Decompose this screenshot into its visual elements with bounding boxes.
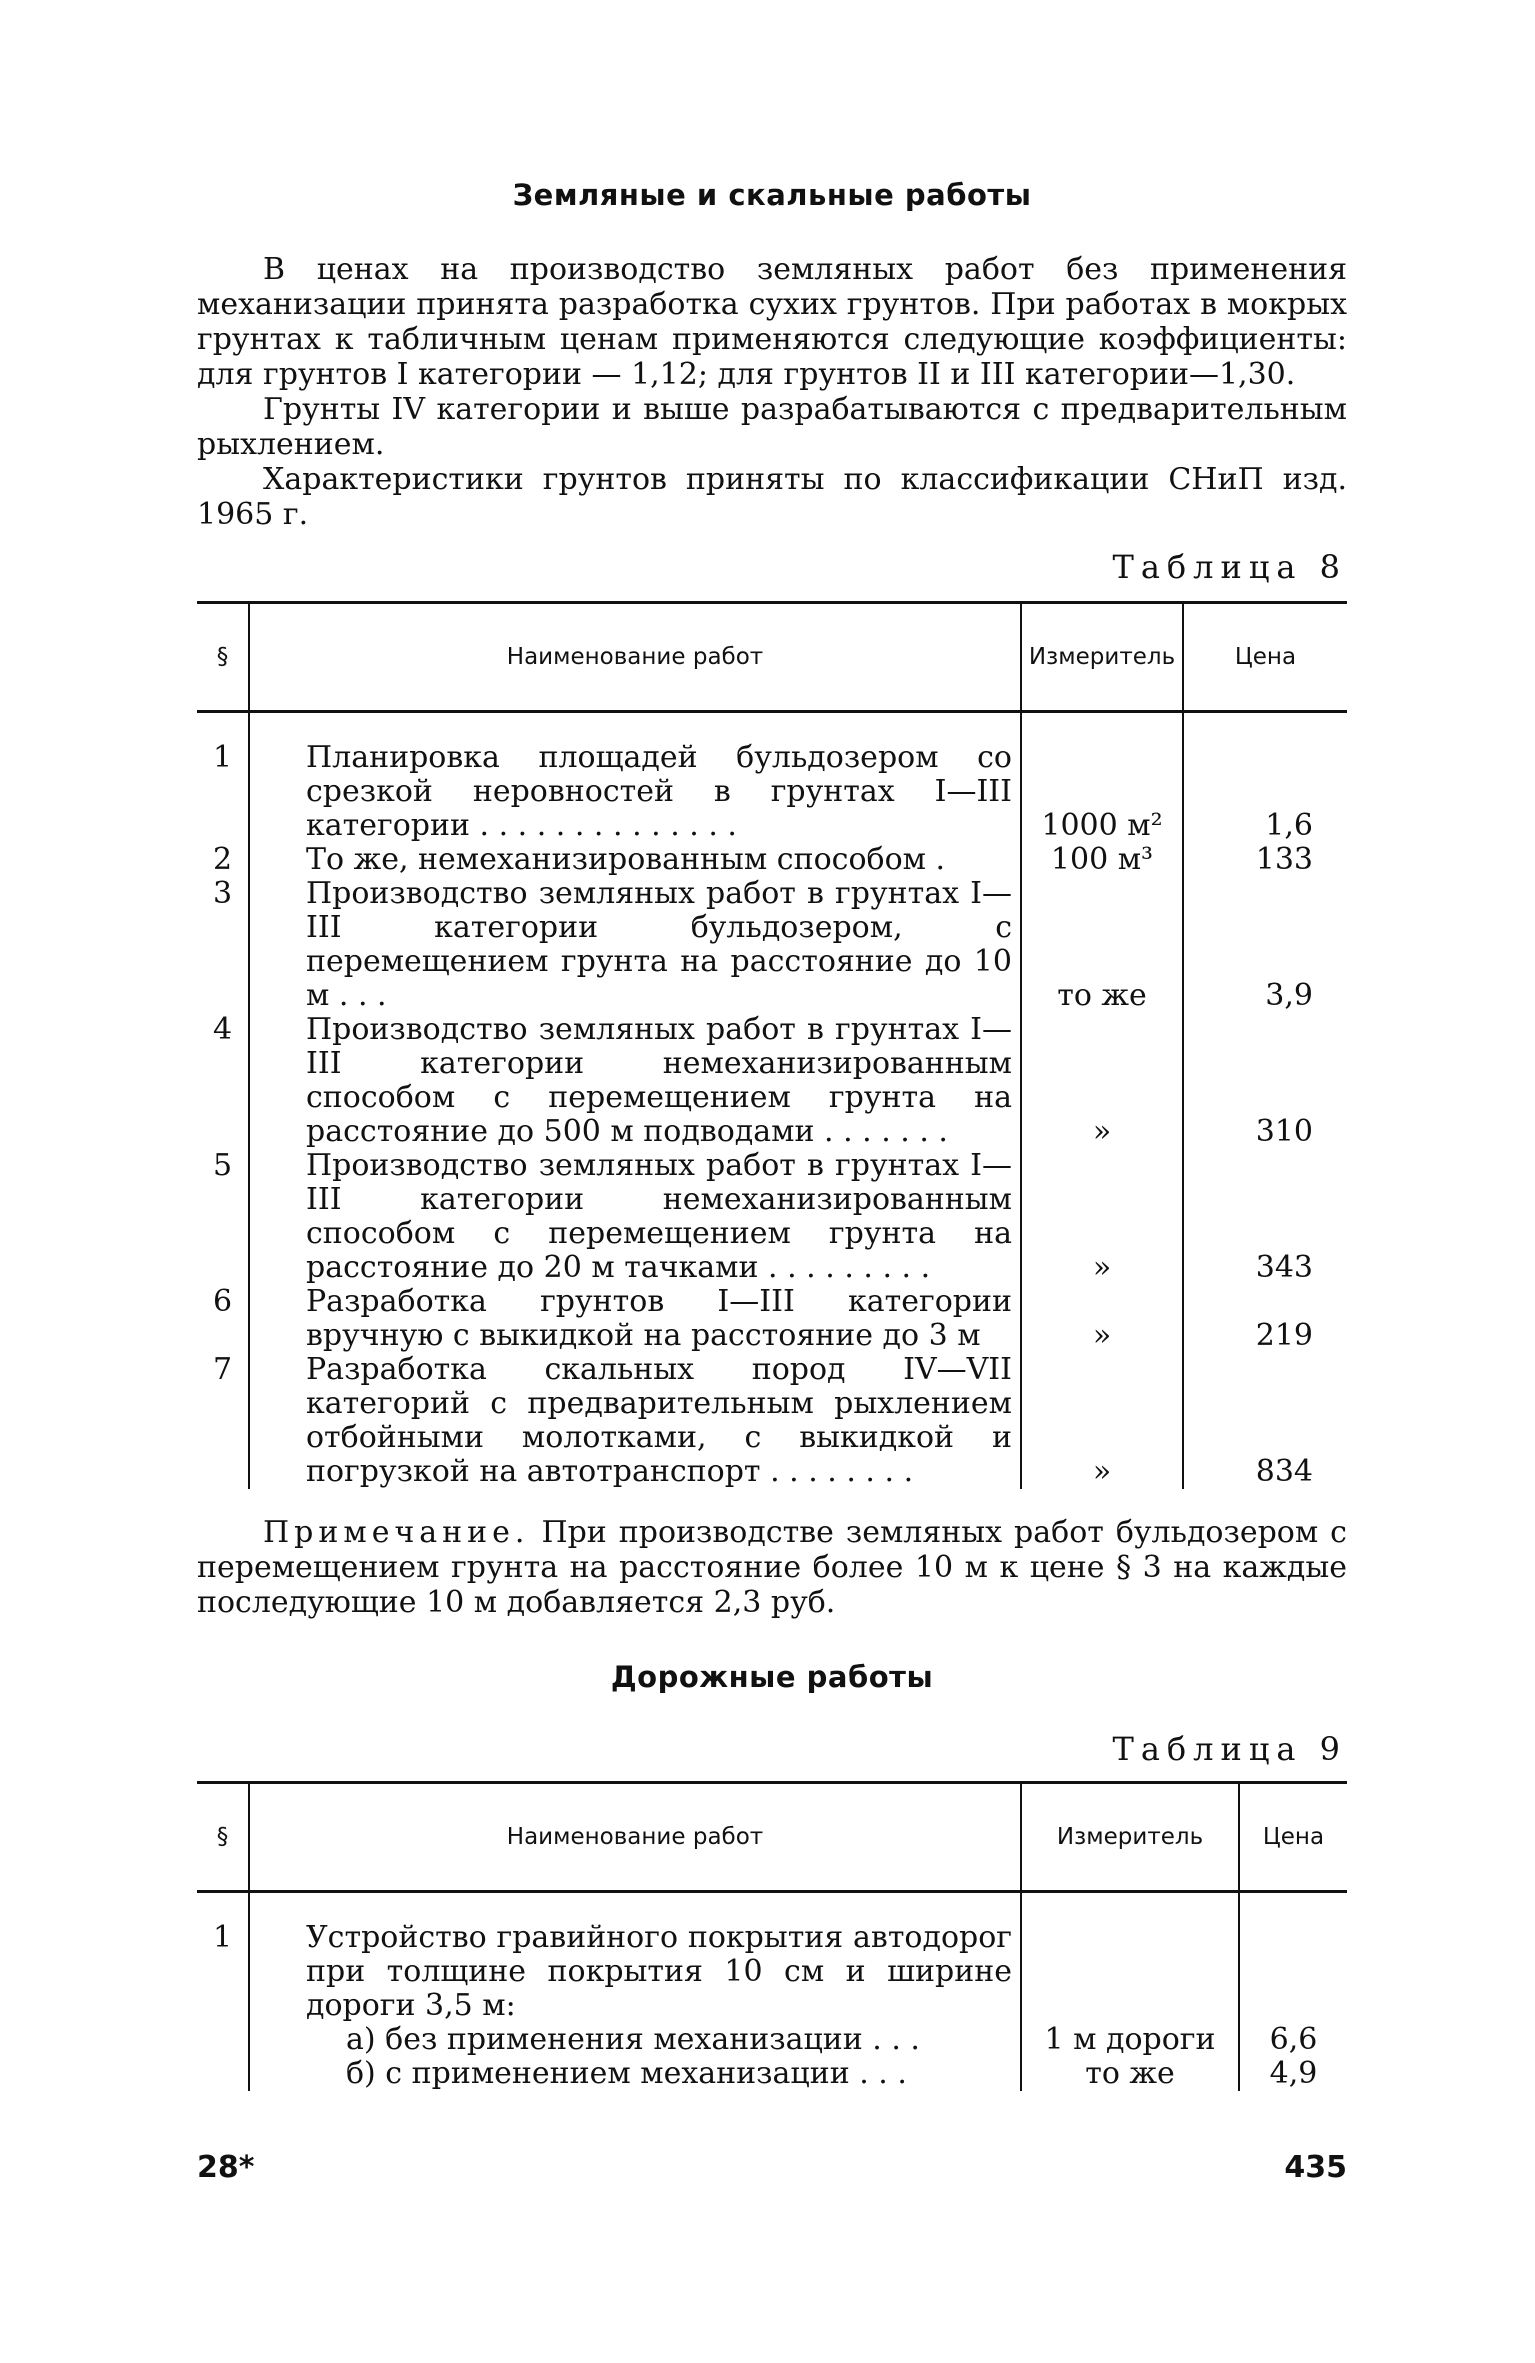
row-price: 343 bbox=[1183, 1149, 1347, 1285]
row-num: 3 bbox=[212, 876, 233, 911]
row-name: Производство земляных работ в грунтах I—III категории немеханизированным способом с перемещением грунта на расстояние до 20 м тачками . . . . . . . . . bbox=[249, 1149, 1021, 1285]
col-header-num: § bbox=[216, 1824, 229, 1850]
row-unit-b: то же bbox=[1085, 2056, 1175, 2091]
col-header-price: Цена bbox=[1183, 603, 1347, 712]
row-name: Планировка площадей бульдозером со срезкой неровностей в грунтах I—III категории . . . . . . . . . . . . . . bbox=[249, 741, 1021, 843]
row-price: 3,9 bbox=[1183, 877, 1347, 1013]
table-row bbox=[197, 877, 1347, 1013]
row-unit bbox=[1021, 1921, 1239, 2091]
row-num: 4 bbox=[212, 1012, 233, 1047]
table-9-header bbox=[197, 1783, 1347, 1892]
row-price: 310 bbox=[1183, 1013, 1347, 1149]
section-title-road-works: Дорожные работы bbox=[610, 1660, 934, 1694]
row-unit: » bbox=[1021, 1353, 1183, 1489]
row-num: 6 bbox=[212, 1284, 233, 1319]
col-header-name: Наименование работ bbox=[249, 603, 1021, 712]
row-price-b: 4,9 bbox=[1269, 2056, 1318, 2091]
row-name-main: Устройство гравийного покрытия автодорог при толщине покрытия 10 см и ширине дороги 3,5 м: bbox=[306, 1920, 1012, 2023]
col-header-unit: Измеритель bbox=[1021, 603, 1183, 712]
row-num: 2 bbox=[212, 842, 233, 877]
table-row bbox=[197, 843, 1347, 877]
row-num: 1 bbox=[212, 1920, 233, 1955]
col-header-unit: Измеритель bbox=[1021, 1783, 1239, 1892]
table-row bbox=[197, 1013, 1347, 1149]
table-8 bbox=[197, 601, 1347, 1489]
table-row bbox=[197, 1285, 1347, 1353]
table-8-header bbox=[197, 603, 1347, 712]
row-price bbox=[1239, 1921, 1347, 2091]
page-content bbox=[197, 160, 1347, 2091]
row-num: 1 bbox=[212, 740, 233, 775]
row-unit: 100 м³ bbox=[1021, 843, 1183, 877]
signature-mark: 28* bbox=[197, 2150, 255, 2185]
loosening-paragraph: Грунты IV категории и выше разрабатываются с предварительным рыхлением. bbox=[197, 392, 1347, 462]
row-num: 7 bbox=[212, 1352, 233, 1387]
section-title-earthworks: Земляные и скальные работы bbox=[512, 178, 1032, 212]
row-name bbox=[249, 1921, 1021, 2091]
row-price: 133 bbox=[1183, 843, 1347, 877]
table-8-caption: Таблица 8 bbox=[1112, 548, 1347, 586]
row-price: 834 bbox=[1183, 1353, 1347, 1489]
row-unit: то же bbox=[1021, 877, 1183, 1013]
col-header-num: § bbox=[216, 644, 229, 670]
table-9 bbox=[197, 1781, 1347, 2091]
table-row bbox=[197, 741, 1347, 843]
intro-paragraph: В ценах на производство земляных работ без применения механизации принята разработка сухих грунтов. При работах в мокрых грунтах к табличным ценам применяются следующие коэффициенты: для грунтов I категории — 1,12; для грунтов II и III категории—1,30. bbox=[197, 252, 1347, 392]
row-unit-a: 1 м дороги bbox=[1044, 2022, 1216, 2057]
row-price: 219 bbox=[1183, 1285, 1347, 1353]
row-unit: 1000 м² bbox=[1021, 741, 1183, 843]
note-text: При производстве земляных работ бульдозером с перемещением грунта на расстояние более 10 м к цене § 3 на каждые последующие 10 м добавляется 2,3 руб. bbox=[197, 1515, 1347, 1620]
table-row bbox=[197, 1149, 1347, 1285]
table-row bbox=[197, 1353, 1347, 1489]
table-8-note bbox=[197, 1515, 1347, 1620]
table-9-caption: Таблица 9 bbox=[1112, 1730, 1347, 1768]
col-header-name: Наименование работ bbox=[249, 1783, 1021, 1892]
row-name: Производство земляных работ в грунтах I—III категории немеханизированным способом с перемещением грунта на расстояние до 500 м подводами . . . . . . . bbox=[249, 1013, 1021, 1149]
classification-paragraph: Характеристики грунтов приняты по классификации СНиП изд. 1965 г. bbox=[197, 462, 1347, 532]
row-sub-a: а) без применения механизации . . . bbox=[346, 2022, 920, 2057]
note-label: Примечание. bbox=[263, 1515, 530, 1550]
row-num: 5 bbox=[212, 1148, 233, 1183]
row-unit: » bbox=[1021, 1013, 1183, 1149]
row-sub-b: б) с применением механизации . . . bbox=[346, 2056, 907, 2091]
row-name: Разработка скальных пород IV—VII категорий с предварительным рыхлением отбойными молотками, с выкидкой и погрузкой на автотранспорт . . . . . . . . bbox=[249, 1353, 1021, 1489]
row-price: 1,6 bbox=[1183, 741, 1347, 843]
row-unit: » bbox=[1021, 1285, 1183, 1353]
page-number: 435 bbox=[1284, 2150, 1347, 2185]
row-name: Разработка грунтов I—III категории вручную с выкидкой на расстояние до 3 м bbox=[249, 1285, 1021, 1353]
row-name: То же, немеханизированным способом . bbox=[249, 843, 1021, 877]
row-unit: » bbox=[1021, 1149, 1183, 1285]
row-price-a: 6,6 bbox=[1269, 2022, 1318, 2057]
col-header-price: Цена bbox=[1239, 1783, 1347, 1892]
row-name: Производство земляных работ в грунтах I—III категории бульдозером, с перемещением грунта на расстояние до 10 м . . . bbox=[249, 877, 1021, 1013]
table-row bbox=[197, 1921, 1347, 2091]
